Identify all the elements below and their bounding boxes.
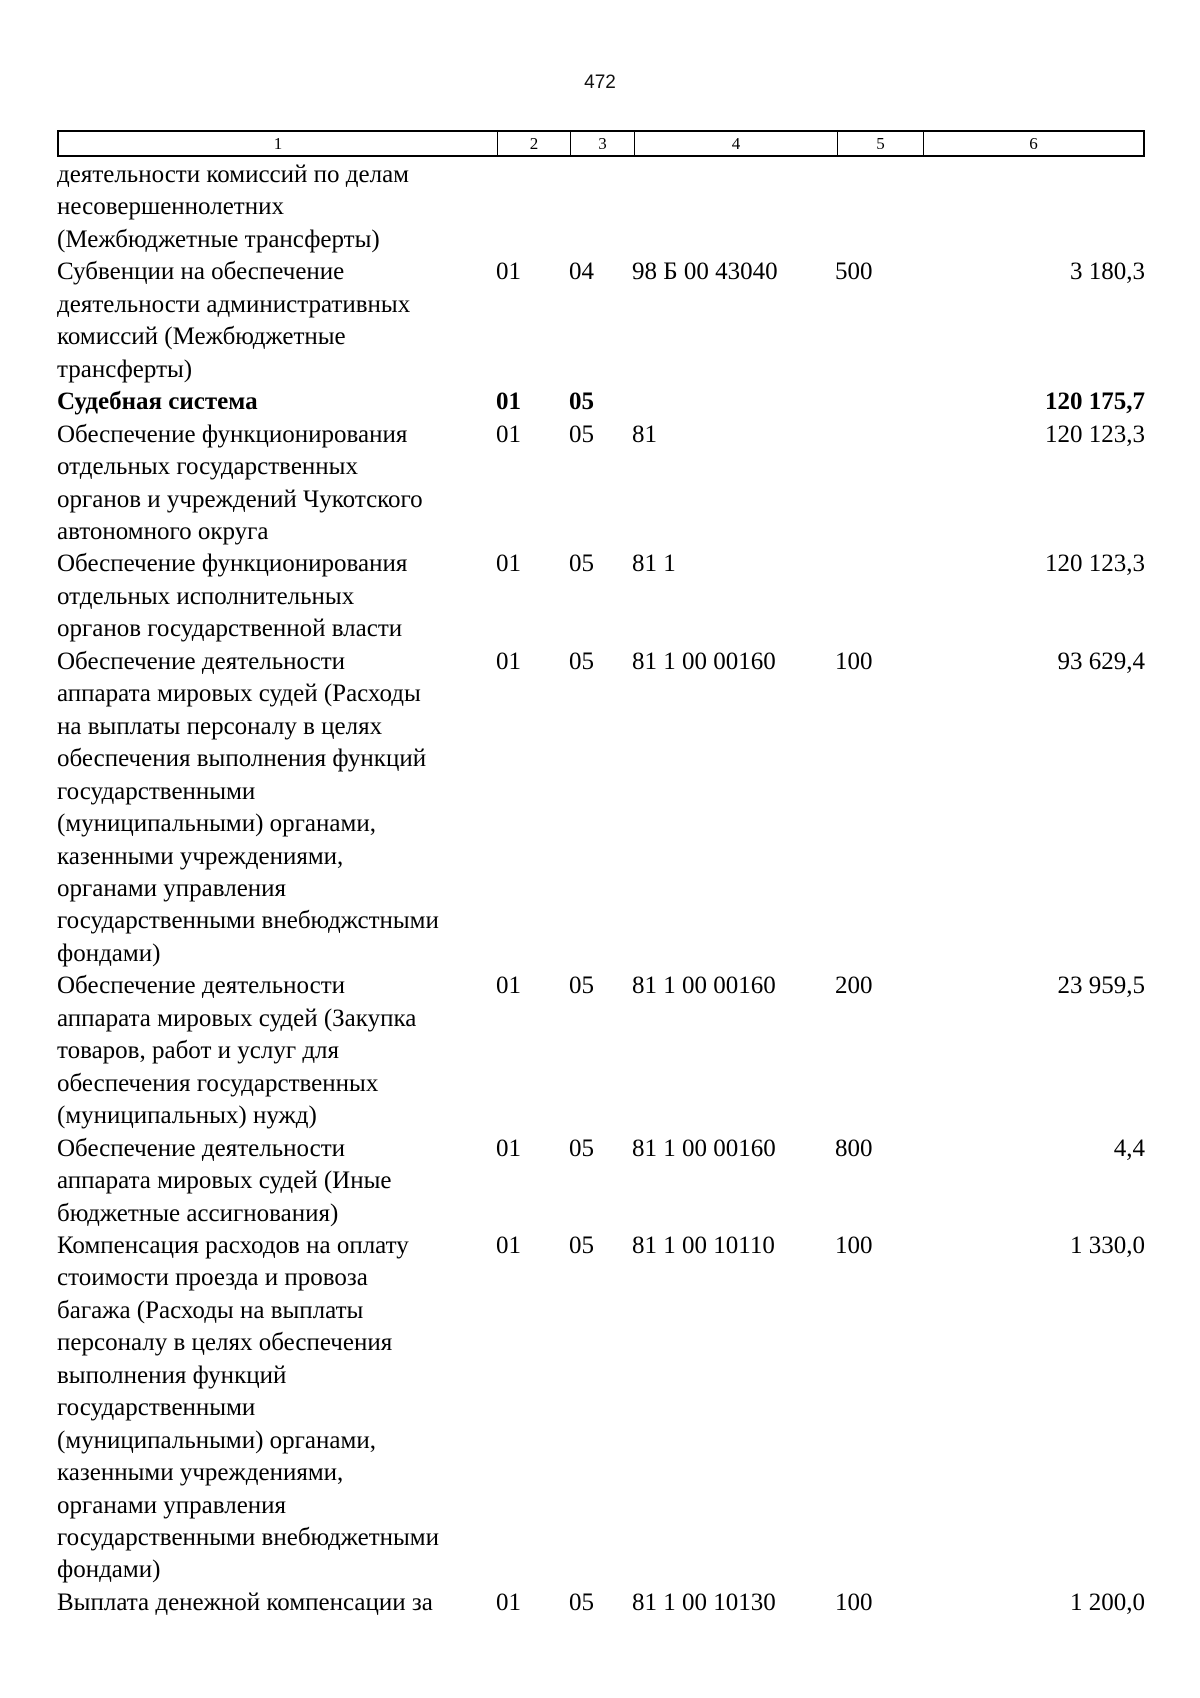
table-row <box>57 419 1145 549</box>
table-row <box>57 646 1145 971</box>
page-number: 472 <box>584 72 616 93</box>
row-amount: 23 959,5 <box>1057 972 1145 1000</box>
row-amount: 4,4 <box>1113 1134 1145 1162</box>
row-section: 01 <box>496 258 521 286</box>
table-row <box>57 1133 1145 1230</box>
row-subsection: 05 <box>569 972 594 1000</box>
row-subsection: 05 <box>569 1231 594 1259</box>
row-description: Обеспечение деятельности аппарата мировых судей (Закупка товаров, работ и услуг для обеспечения государственных (муниципальных) нужд) <box>57 972 417 1130</box>
row-section: 01 <box>496 1134 521 1162</box>
row-target-code: 81 1 00 00160 <box>632 647 776 675</box>
row-amount: 3 180,3 <box>1070 258 1145 286</box>
table-header <box>57 130 1145 157</box>
table-row <box>57 548 1145 645</box>
row-target-code: 81 1 00 10110 <box>632 1231 775 1259</box>
row-amount: 93 629,4 <box>1057 647 1145 675</box>
row-description: Выплата денежной компенсации за <box>57 1588 433 1616</box>
row-subsection: 05 <box>569 1588 594 1616</box>
row-target-code: 98 Б 00 43040 <box>632 258 778 286</box>
row-section: 01 <box>496 972 521 1000</box>
row-target-code: 81 1 00 10130 <box>632 1588 776 1616</box>
row-subsection: 04 <box>569 258 594 286</box>
header-col-2: 2 <box>498 132 571 155</box>
row-amount: 1 330,0 <box>1070 1231 1145 1259</box>
row-amount: 1 200,0 <box>1070 1588 1145 1616</box>
row-section: 01 <box>496 647 521 675</box>
header-col-1: 1 <box>59 132 498 155</box>
header-col-3: 3 <box>571 132 635 155</box>
row-section: 01 <box>496 388 521 416</box>
row-expense-type: 100 <box>835 647 873 675</box>
row-section: 01 <box>496 1588 521 1616</box>
table-row <box>57 970 1145 1132</box>
row-subsection: 05 <box>569 1134 594 1162</box>
table-row <box>57 386 1145 418</box>
row-description: Обеспечение функционирования отдельных государственных органов и учреждений Чукотского автономного округа <box>57 420 423 545</box>
row-section: 01 <box>496 1231 521 1259</box>
row-subsection: 05 <box>569 420 594 448</box>
row-expense-type: 200 <box>835 972 873 1000</box>
row-expense-type: 500 <box>835 258 873 286</box>
row-target-code: 81 <box>632 420 657 448</box>
table-row <box>57 1230 1145 1587</box>
header-col-6: 6 <box>1029 134 1038 153</box>
header-col-5: 5 <box>838 132 924 155</box>
row-subsection: 05 <box>569 647 594 675</box>
row-description: Субвенции на обеспечение деятельности административных комиссий (Межбюджетные трансферты) <box>57 258 411 383</box>
row-description: Обеспечение функционирования отдельных исполнительных органов государственной власти <box>57 550 408 643</box>
budget-table-body <box>57 159 1145 1619</box>
table-row <box>57 1587 1145 1619</box>
row-expense-type: 100 <box>835 1588 873 1616</box>
row-section: 01 <box>496 420 521 448</box>
row-target-code: 81 1 00 00160 <box>632 1134 776 1162</box>
row-target-code: 81 1 <box>632 550 676 578</box>
row-description: Обеспечение деятельности аппарата мировых судей (Расходы на выплаты персоналу в целях обеспечения выполнения функций государственными (муниципальными) органами, казенными учреждениями, органами управления государственными внебюджстными фондами) <box>57 647 439 967</box>
row-description: Компенсация расходов на оплату стоимости проезда и провоза багажа (Расходы на выплаты персоналу в целях обеспечения выполнения функций государственными (муниципальными) органами, казенными учреждениями, органами управления государственными внебюджетными фондами) <box>57 1231 440 1584</box>
table-row <box>57 256 1145 386</box>
header-col-4: 4 <box>635 132 838 155</box>
row-description: деятельности комиссий по делам несовершеннолетних (Межбюджетные трансферты) <box>57 161 410 253</box>
row-description: Обеспечение деятельности аппарата мировых судей (Иные бюджетные ассигнования) <box>57 1134 392 1227</box>
row-amount: 120 123,3 <box>1045 550 1145 578</box>
row-amount: 120 175,7 <box>1045 388 1145 416</box>
row-section: 01 <box>496 550 521 578</box>
row-subsection: 05 <box>569 550 594 578</box>
row-amount: 120 123,3 <box>1045 420 1145 448</box>
row-subsection: 05 <box>569 388 594 416</box>
table-row <box>57 159 1145 256</box>
row-expense-type: 800 <box>835 1134 873 1162</box>
row-target-code: 81 1 00 00160 <box>632 972 776 1000</box>
row-expense-type: 100 <box>835 1231 873 1259</box>
row-description: Судебная система <box>57 388 258 416</box>
